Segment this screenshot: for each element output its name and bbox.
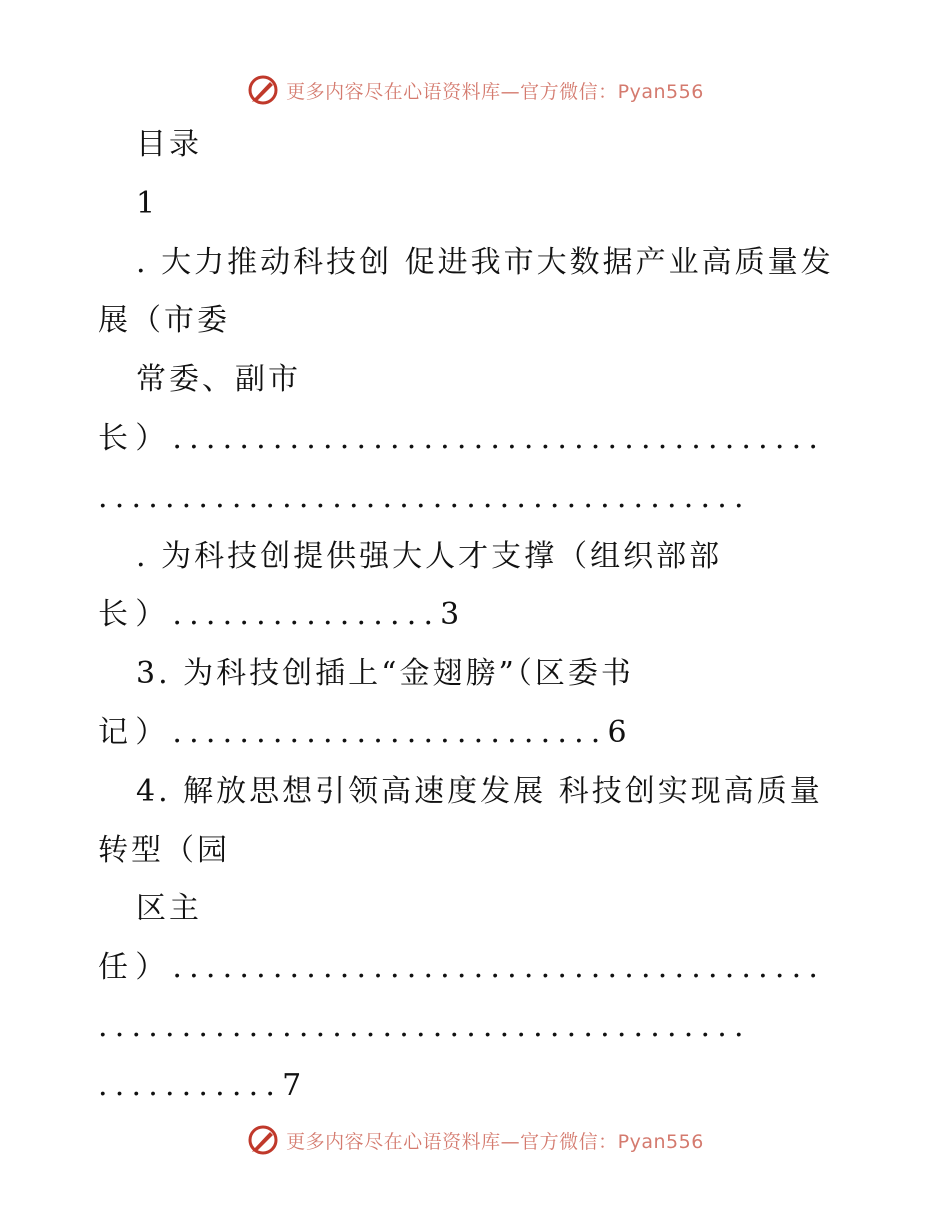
toc-leader-line: ....................................... (98, 480, 751, 515)
toc-entry-1[interactable]: . 大力推动科技创 促进我市大数据产业高质量发 (136, 245, 834, 280)
header-watermark-text: 更多内容尽在心语资料库—官方微信：Pyan556 (286, 80, 704, 103)
toc-leader-line: ...........7 (98, 1068, 309, 1103)
toc-line: 常委、副市 (136, 362, 301, 397)
toc-line: 转型（园 (98, 833, 230, 868)
toc-line: 区主 (136, 891, 202, 926)
toc-entry-4[interactable]: 4. 解放思想引领高速度发展 科技创实现高质量 (136, 774, 823, 809)
footer-watermark (0, 1120, 950, 1160)
toc-leader-line: 记）..........................6 (98, 715, 634, 750)
toc-leader-line: 长）....................................... (98, 421, 826, 456)
toc-line: 展（市委 (98, 303, 230, 338)
toc-title: 目录 (136, 127, 202, 162)
toc-entry-3[interactable]: 3. 为科技创插上“金翅膀”（区委书 (136, 656, 634, 691)
pen-logo-icon (246, 1123, 280, 1157)
toc-line: 1 (136, 186, 159, 221)
toc-leader-line: 长）................3 (98, 597, 467, 632)
footer-watermark-text: 更多内容尽在心语资料库—官方微信：Pyan556 (286, 1130, 704, 1153)
toc-leader-line: 任）....................................... (98, 950, 826, 985)
pen-logo-icon (246, 73, 280, 107)
toc-leader-line: ....................................... (98, 1009, 751, 1044)
toc-entry-2[interactable]: . 为科技创提供强大人才支撑（组织部部 (136, 539, 723, 574)
header-watermark (0, 70, 950, 110)
